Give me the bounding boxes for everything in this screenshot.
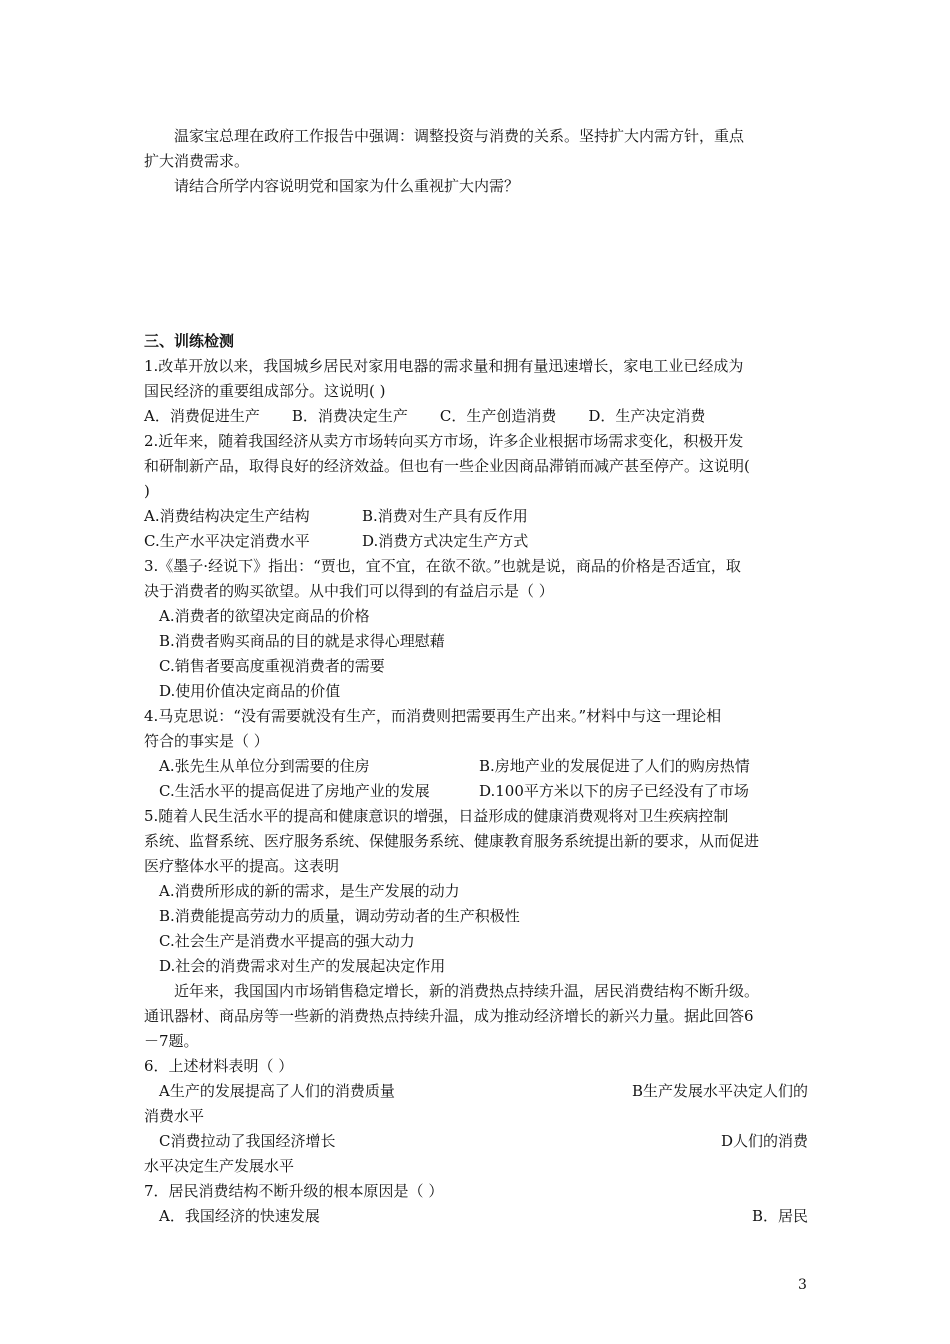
q6-option-a: A生产的发展提高了人们的消费质量 bbox=[159, 1082, 395, 1100]
page-number: 3 bbox=[798, 1277, 807, 1293]
q5-line-1: 5.随着人民生活水平的提高和健康意识的增强，日益形成的健康消费观将对卫生疾病控制 bbox=[144, 807, 729, 825]
q3-line-2: 决于消费者的购买欲望。从中我们可以得到的有益启示是（ ） bbox=[144, 582, 554, 600]
q5-line-2: 系统、监督系统、医疗服务系统、保健服务系统、健康教育服务系统提出新的要求，从而促进 bbox=[144, 832, 760, 850]
q5-option-b: B.消费能提高劳动力的质量，调动劳动者的生产积极性 bbox=[159, 907, 520, 925]
q6-options-cd bbox=[144, 1129, 808, 1154]
intro-line-1: 温家宝总理在政府工作报告中强调：调整投资与消费的关系。坚持扩大内需方针，重点 bbox=[174, 127, 745, 145]
q2-options-cd bbox=[144, 529, 808, 554]
q6-option-b: B生产发展水平决定人们的 bbox=[631, 1082, 808, 1100]
material-line-3: －7题。 bbox=[144, 1032, 199, 1050]
q4-options-ab bbox=[144, 754, 808, 779]
q6-options-ab bbox=[144, 1079, 808, 1104]
q2-line-1: 2.近年来，随着我国经济从卖方市场转向买方市场，许多企业根据市场需求变化，积极开发 bbox=[144, 432, 744, 450]
q7-option-b: B．居民 bbox=[751, 1207, 808, 1225]
q4-line-1: 4.马克思说：“没有需要就没有生产，而消费则把需要再生产出来。”材料中与这一理论相 bbox=[144, 707, 722, 725]
intro-question: 请结合所学内容说明党和国家为什么重视扩大内需？ bbox=[174, 177, 520, 195]
q2-option-a: A.消费结构决定生产结构 bbox=[144, 507, 310, 525]
q7-option-a: A．我国经济的快速发展 bbox=[159, 1207, 320, 1225]
q4-option-b: B.房地产业的发展促进了人们的购房热情 bbox=[479, 757, 750, 775]
q6-option-c: C消费拉动了我国经济增长 bbox=[159, 1132, 336, 1150]
answer-space bbox=[144, 199, 808, 329]
q3-line-1: 3.《墨子·经说下》指出：“贾也，宜不宜，在欲不欲。”也就是说，商品的价格是否适宜，取 bbox=[144, 557, 741, 575]
q3-option-b: B.消费者购买商品的目的就是求得心理慰藉 bbox=[159, 632, 445, 650]
q1-option-c: C．生产创造消费 bbox=[439, 407, 557, 425]
material-line-2: 通讯器材、商品房等一些新的消费热点持续升温，成为推动经济增长的新兴力量。据此回答6 bbox=[144, 1007, 754, 1025]
q5-line-3: 医疗整体水平的提高。这表明 bbox=[144, 857, 340, 875]
page-content bbox=[144, 124, 808, 1229]
q1-option-b: B．消费决定生产 bbox=[291, 407, 408, 425]
q2-option-c: C.生产水平决定消费水平 bbox=[144, 532, 310, 550]
q4-line-2: 符合的事实是（ ） bbox=[144, 732, 269, 750]
material-line-1: 近年来，我国国内市场销售稳定增长，新的消费热点持续升温，居民消费结构不断升级。 bbox=[174, 982, 760, 1000]
q7-stem: 7．居民消费结构不断升级的根本原因是（ ） bbox=[144, 1182, 444, 1200]
q7-options-ab bbox=[144, 1204, 808, 1229]
q4-option-a: A.张先生从单位分到需要的住房 bbox=[159, 757, 370, 775]
q2-option-d: D.消费方式决定生产方式 bbox=[362, 532, 529, 550]
q1-option-a: A．消费促进生产 bbox=[144, 407, 260, 425]
intro-line-2: 扩大消费需求。 bbox=[144, 152, 250, 170]
q2-line-2: 和研制新产品，取得良好的经济效益。但也有一些企业因商品滞销而减产甚至停产。这说明( bbox=[144, 457, 750, 475]
q4-option-c: C.生活水平的提高促进了房地产业的发展 bbox=[159, 782, 430, 800]
q1-option-d: D．生产决定消费 bbox=[588, 407, 706, 425]
q3-option-d: D.使用价值决定商品的价值 bbox=[159, 682, 341, 700]
q6-option-d: D人们的消费 bbox=[720, 1132, 808, 1150]
q4-option-d: D.100平方米以下的房子已经没有了市场 bbox=[479, 782, 749, 800]
q4-options-cd bbox=[144, 779, 808, 804]
q6-option-d-cont: 水平决定生产发展水平 bbox=[144, 1157, 295, 1175]
q1-options bbox=[144, 404, 808, 429]
section-heading: 三、训练检测 bbox=[144, 332, 235, 350]
q2-option-b: B.消费对生产具有反作用 bbox=[362, 507, 528, 525]
q5-option-c: C.社会生产是消费水平提高的强大动力 bbox=[159, 932, 415, 950]
q3-option-a: A.消费者的欲望决定商品的价格 bbox=[159, 607, 370, 625]
q5-option-a: A.消费所形成的新的需求，是生产发展的动力 bbox=[159, 882, 460, 900]
q3-option-c: C.销售者要高度重视消费者的需要 bbox=[159, 657, 385, 675]
q6-stem: 6．上述材料表明（ ） bbox=[144, 1057, 294, 1075]
q6-option-b-cont: 消费水平 bbox=[144, 1107, 205, 1125]
q2-options-ab bbox=[144, 504, 808, 529]
q5-option-d: D.社会的消费需求对生产的发展起决定作用 bbox=[159, 957, 446, 975]
q1-line-1: 1.改革开放以来，我国城乡居民对家用电器的需求量和拥有量迅速增长，家电工业已经成为 bbox=[144, 357, 744, 375]
q2-line-3: ) bbox=[144, 482, 150, 500]
q1-line-2: 国民经济的重要组成部分。这说明( ) bbox=[144, 382, 386, 400]
